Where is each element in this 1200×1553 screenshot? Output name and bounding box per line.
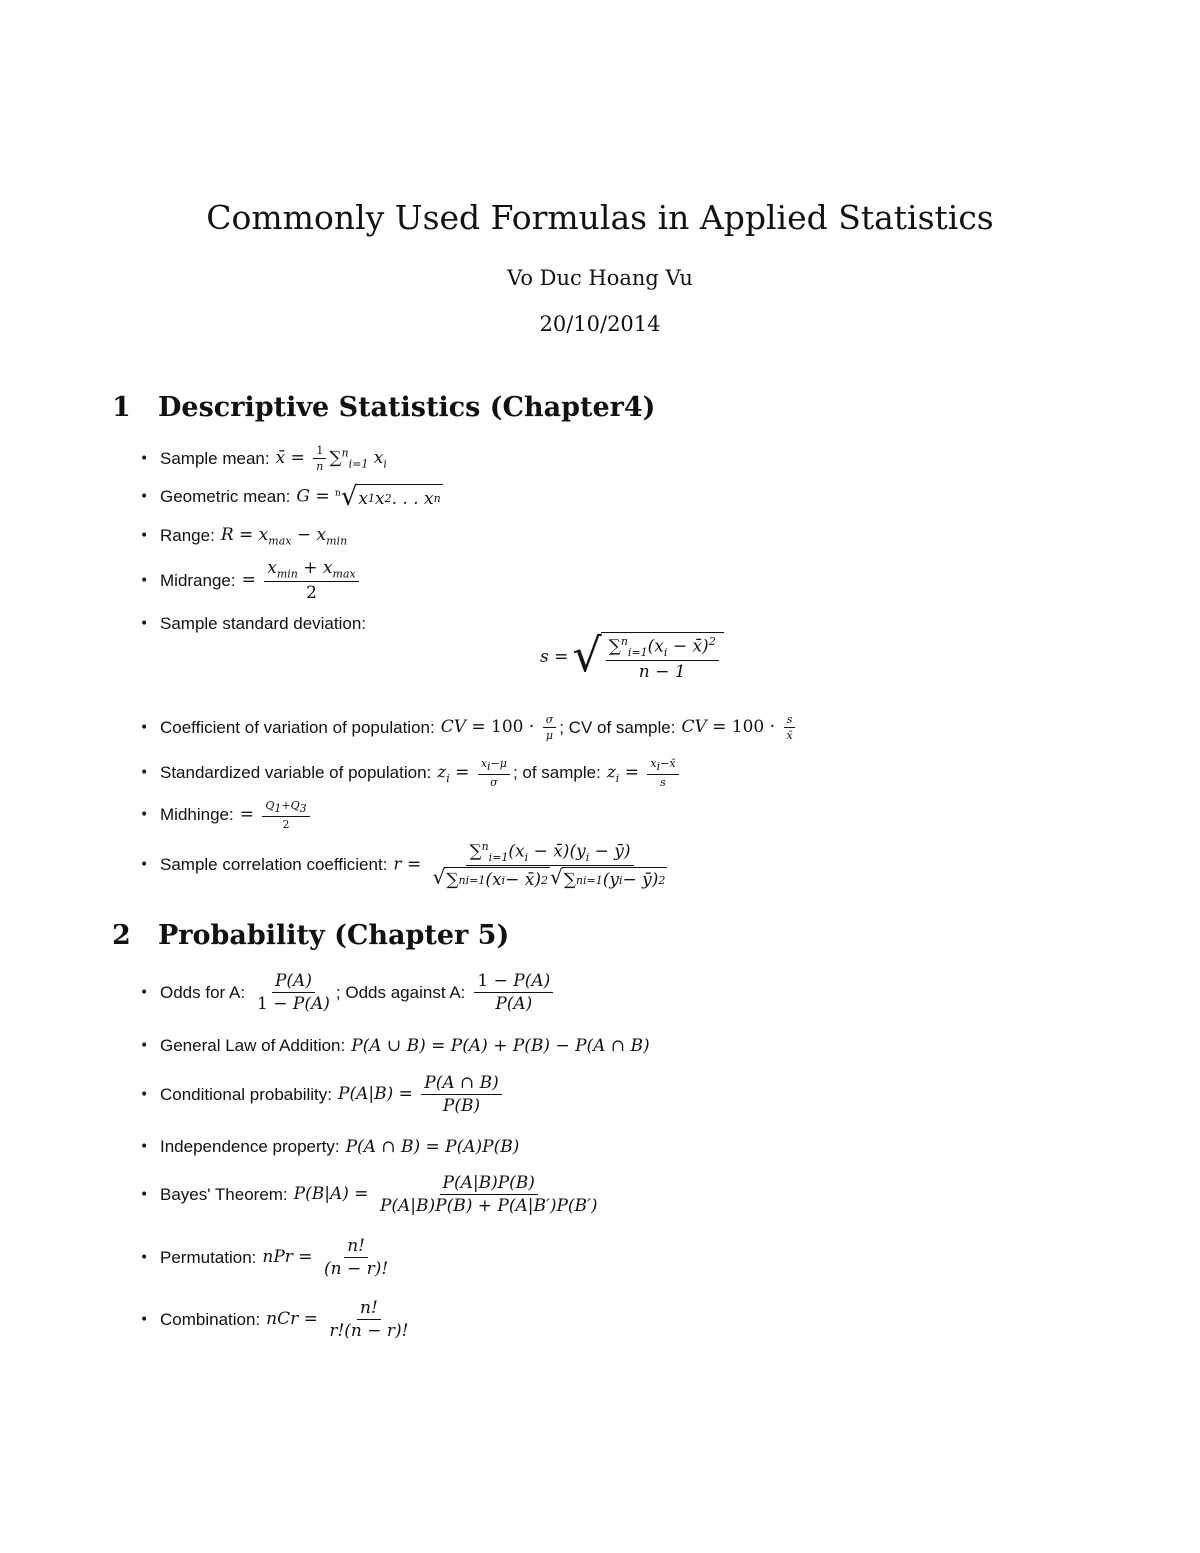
list-item-independence	[140, 1137, 519, 1157]
list-item-std-dev	[140, 614, 372, 634]
formula-2: $z_i$ = $\frac{x_i-x̄}{s}$	[607, 757, 682, 789]
list-item-combination	[140, 1298, 415, 1341]
item-label: Odds for A:	[160, 982, 246, 1002]
bullet: •	[140, 489, 149, 505]
formula: P(A|B) = $\frac{P(A \cap B)}{P(B)}$	[338, 1073, 505, 1116]
formula: = $\frac{x_{min} + x_{max}}{2}$	[242, 558, 362, 603]
section-heading-1	[112, 392, 655, 423]
list-item-bayes	[140, 1173, 604, 1216]
formula: $\frac{P(A)}{1 - P(A)}$	[257, 971, 330, 1014]
bullet: •	[140, 857, 149, 874]
list-item-midrange	[140, 558, 362, 603]
std-dev-formula: s = √ $\frac{\sum^n_{i=1}(x_i - x̄)^2}{n - 1}$	[540, 632, 724, 682]
item-label: Permutation:	[160, 1247, 257, 1267]
item-label: General Law of Addition:	[160, 1036, 346, 1055]
document-title: Commonly Used Formulas in Applied Statistics	[206, 198, 994, 237]
date: 20/10/2014	[539, 312, 661, 336]
bullet: •	[140, 807, 149, 824]
formula: P(A ∪ B) = P(A) + P(B) − P(A ∩ B)	[351, 1036, 650, 1056]
bullet: •	[140, 1086, 149, 1103]
bullet: •	[140, 765, 149, 782]
item-label-2: ; of sample:	[512, 763, 601, 783]
bullet: •	[140, 450, 149, 467]
formula: G = $^n$√ x 1 x 2 . . . x n	[296, 482, 441, 512]
bullet: •	[140, 616, 149, 632]
list-item-geometric-mean	[140, 484, 443, 510]
author: Vo Duc Hoang Vu	[507, 266, 693, 290]
list-item-cv	[140, 713, 799, 742]
formula-2: CV = 100 · $\frac{s}{x̄}$	[681, 713, 798, 742]
list-item-range	[140, 525, 347, 547]
bullet: •	[140, 1186, 149, 1203]
section-number: 1	[112, 392, 131, 423]
list-item-standardized	[140, 757, 682, 789]
formula: = $\frac{Q_1+Q_3}{2}$	[240, 799, 313, 831]
formula: r = $\sum^n_{i=1}(x_i$ − $x̄)(y_i$ − ȳ) √ ∑ n i=1 (x i − x̄) 2 √ ∑ n i=1 (y i − ȳ) 2	[393, 840, 666, 891]
bullet: •	[140, 528, 149, 545]
formula: $z_i$ = $\frac{x_i-\mu}{\sigma}$	[437, 757, 513, 789]
item-label: Independence property:	[160, 1137, 340, 1156]
list-item-conditional	[140, 1073, 505, 1116]
section-title: Probability (Chapter 5)	[158, 920, 510, 951]
bullet: •	[140, 572, 149, 589]
formula: nCr = $\frac{n!}{r!(n - r)!}$	[266, 1298, 409, 1341]
item-label: Midhinge:	[160, 805, 234, 825]
item-label: Geometric mean:	[160, 487, 291, 506]
formula: P(B|A) = $\frac{P(A|B)P(B)}{P(A|B)P(B) + P(A|B')P(B')}$	[293, 1173, 598, 1216]
item-label: Combination:	[160, 1309, 261, 1329]
item-label: Sample mean:	[160, 448, 270, 468]
formula: x̄ = $\frac{1}{n}$ ∑$^n_{i=1}$ $x_i$	[275, 444, 387, 473]
formula: $R = x_{max} - x_{min}$	[220, 525, 348, 548]
formula: nPr = $\frac{n!}{(n - r)!}$	[262, 1236, 389, 1279]
bullet: •	[140, 1311, 149, 1328]
item-label: Sample standard deviation:	[160, 614, 367, 633]
section-heading-2	[112, 920, 509, 951]
section-title: Descriptive Statistics (Chapter4)	[158, 392, 656, 423]
bullet: •	[140, 984, 149, 1001]
list-item-addition	[140, 1036, 650, 1056]
item-label: Conditional probability:	[160, 1084, 332, 1104]
formula: CV = 100 · $\frac{\sigma}{\mu}$	[441, 713, 560, 742]
item-label: Midrange:	[160, 570, 236, 590]
list-item-odds	[140, 971, 556, 1014]
list-item-sample-mean	[140, 444, 387, 473]
item-label-2: ; CV of sample:	[559, 717, 676, 737]
formula-2: $\frac{1 - P(A)}{P(A)}$	[471, 971, 556, 1014]
item-label: Coefficient of variation of population:	[160, 717, 435, 737]
item-label: Sample correlation coefficient:	[160, 855, 388, 875]
formula: P(A ∩ B) = P(A)P(B)	[345, 1137, 520, 1157]
item-label: Bayes' Theorem:	[160, 1184, 288, 1204]
list-item-correlation	[140, 840, 673, 890]
item-label: Standardized variable of population:	[160, 763, 432, 783]
list-item-permutation	[140, 1236, 394, 1279]
bullet: •	[140, 1038, 149, 1054]
section-number: 2	[112, 920, 131, 951]
bullet: •	[140, 1249, 149, 1266]
item-label: Range:	[160, 526, 215, 546]
bullet: •	[140, 719, 149, 736]
list-item-midhinge	[140, 799, 313, 831]
bullet: •	[140, 1139, 149, 1155]
item-label-2: ; Odds against A:	[335, 982, 466, 1002]
